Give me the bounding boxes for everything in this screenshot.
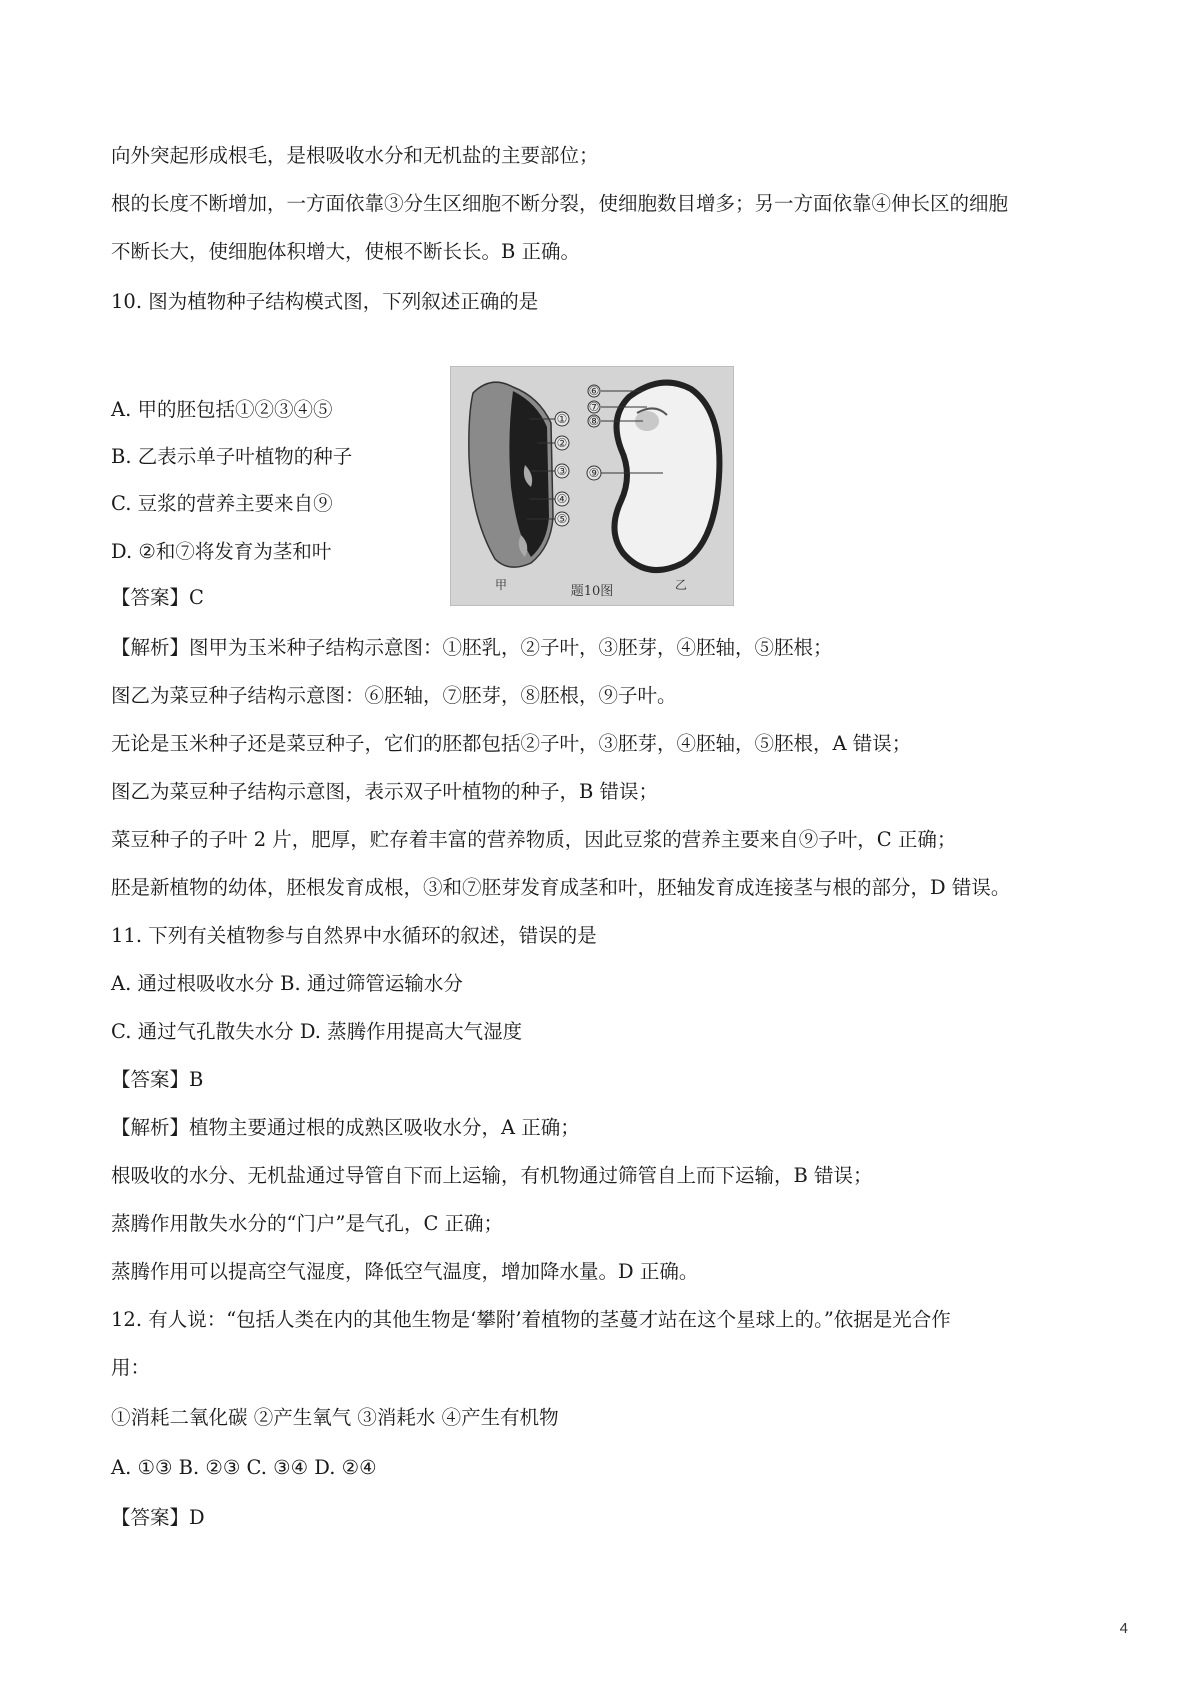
text-line: 图乙为菜豆种子结构示意图，表示双子叶植物的种子，B 错误； <box>111 780 659 803</box>
text-line: 向外突起形成根毛，是根吸收水分和无机盐的主要部位； <box>111 144 599 167</box>
options-ab: A. 通过根吸收水分 B. 通过筛管运输水分 <box>111 972 463 995</box>
question-11-stem: 11. 下列有关植物参与自然界中水循环的叙述，错误的是 <box>111 924 597 947</box>
analysis: 【解析】植物主要通过根的成熟区吸收水分，A 正确； <box>111 1116 580 1139</box>
question-10-stem: 10. 图为植物种子结构模式图，下列叙述正确的是 <box>111 290 539 313</box>
bean-seed-outline <box>614 383 719 570</box>
marker-8: ⑧ <box>588 414 600 428</box>
text-line: 菜豆种子的子叶 2 片，肥厚，贮存着丰富的营养物质，因此豆浆的营养主要来自⑨子叶，C 正确； <box>111 828 957 851</box>
option-a: A. 甲的胚包括①②③④⑤ <box>111 398 333 421</box>
page-number: 4 <box>1119 1620 1128 1637</box>
marker-9: ⑨ <box>588 466 600 480</box>
figure-caption: 题10图 <box>570 584 614 599</box>
text-line: 蒸腾作用可以提高空气湿度，降低空气温度，增加降水量。D 正确。 <box>111 1260 699 1283</box>
marker-3: ③ <box>556 464 568 478</box>
text-line: 蒸腾作用散失水分的“门户”是气孔，C 正确； <box>111 1212 504 1235</box>
text-line: 用： <box>111 1356 151 1379</box>
marker-5: ⑤ <box>556 512 568 526</box>
text-line: 胚是新植物的幼体，胚根发育成根，③和⑦胚芽发育成茎和叶，胚轴发育成连接茎与根的部分，D 错误。 <box>111 876 1011 899</box>
text-line: 根的长度不断增加，一方面依靠③分生区细胞不断分裂，使细胞数目增多；另一方面依靠④伸长区的细胞 <box>111 192 1009 215</box>
options-cd: C. 通过气孔散失水分 D. 蒸腾作用提高大气湿度 <box>111 1020 523 1043</box>
text-line: 根吸收的水分、无机盐通过导管自下而上运输，有机物通过筛管自上而下运输，B 错误； <box>111 1164 873 1187</box>
statements: ①消耗二氧化碳 ②产生氧气 ③消耗水 ④产生有机物 <box>111 1406 559 1429</box>
option-d: D. ②和⑦将发育为茎和叶 <box>111 540 332 563</box>
marker-2: ② <box>556 436 568 450</box>
text-line: 图乙为菜豆种子结构示意图：⑥胚轴，⑦胚芽，⑧胚根，⑨子叶。 <box>111 684 677 707</box>
answer: 【答案】D <box>111 1506 205 1529</box>
question-12-stem: 12. 有人说：“包括人类在内的其他生物是‘攀附’着植物的茎蔓才站在这个星球上的。”依据是光合作 <box>111 1308 951 1331</box>
answer: 【答案】C <box>111 586 204 609</box>
text-line: 不断长大，使细胞体积增大，使根不断长长。B 正确。 <box>111 240 581 263</box>
answer: 【答案】B <box>111 1068 204 1091</box>
options: A. ①③ B. ②③ C. ③④ D. ②④ <box>111 1456 377 1479</box>
marker-6: ⑥ <box>588 384 600 398</box>
marker-7: ⑦ <box>588 400 600 414</box>
analysis: 【解析】图甲为玉米种子结构示意图：①胚乳，②子叶，③胚芽，④胚轴，⑤胚根； <box>111 636 833 659</box>
option-c: C. 豆浆的营养主要来自⑨ <box>111 492 333 515</box>
figure-label-jia: 甲 <box>495 578 508 592</box>
option-b: B. 乙表示单子叶植物的种子 <box>111 445 353 468</box>
marker-1: ① <box>556 412 568 426</box>
marker-4: ④ <box>556 492 568 506</box>
text-line: 无论是玉米种子还是菜豆种子，它们的胚都包括②子叶，③胚芽，④胚轴，⑤胚根，A 错误； <box>111 732 912 755</box>
figure-label-yi: 乙 <box>675 578 688 592</box>
seed-diagram <box>451 367 733 605</box>
seed-structure-figure <box>450 366 734 606</box>
